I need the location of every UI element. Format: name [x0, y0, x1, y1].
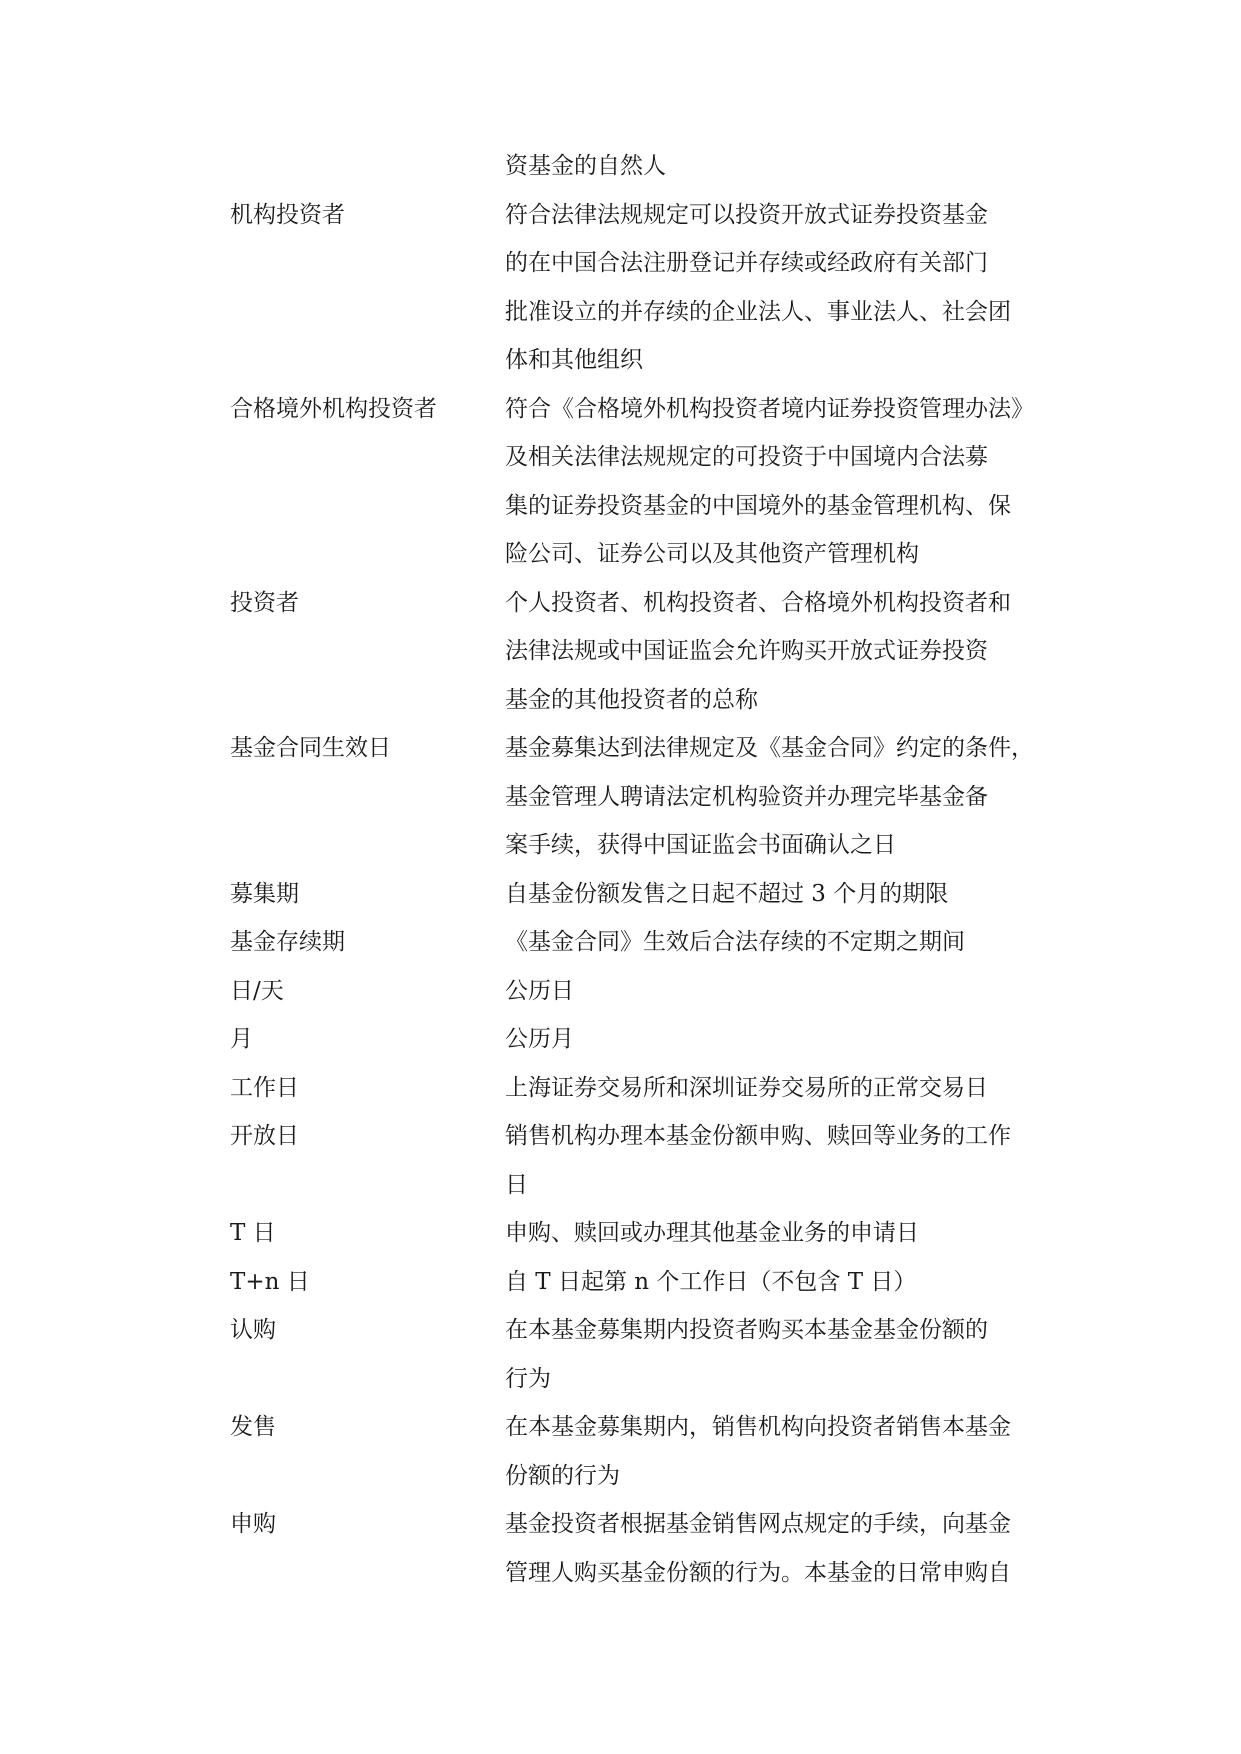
definition-row — [230, 1209, 1060, 1258]
definition-term: 投资者 — [230, 589, 299, 616]
definition-row — [230, 191, 1060, 385]
definition-row — [230, 918, 1060, 967]
definition-term: 认购 — [230, 1317, 276, 1343]
definition-description — [505, 1112, 1060, 1209]
definition-description — [505, 1064, 1060, 1113]
definition-line: 上海证券交易所和深圳证券交易所的正常交易日 — [505, 1074, 988, 1101]
definition-description — [505, 1209, 1060, 1258]
definition-row — [230, 1064, 1060, 1113]
definition-row — [230, 967, 1060, 1016]
definition-line: 法律法规或中国证监会允许购买开放式证券投资 — [505, 638, 988, 664]
definition-term: 申购 — [230, 1511, 276, 1537]
definition-term: 工作日 — [230, 1074, 299, 1101]
definition-line: 《基金合同》生效后合法存续的不定期之期间 — [505, 929, 965, 955]
definition-line: 符合法律法规规定可以投资开放式证券投资基金 — [505, 201, 988, 228]
definition-description — [505, 142, 1060, 191]
definition-term: 基金合同生效日 — [230, 735, 391, 761]
definition-description — [505, 1258, 1060, 1307]
definition-row — [230, 1500, 1060, 1597]
definition-term: 月 — [230, 1026, 253, 1052]
definition-term: 基金存续期 — [230, 929, 345, 955]
definition-term: T 日 — [230, 1220, 276, 1246]
definition-description — [505, 579, 1060, 725]
definition-term: 机构投资者 — [230, 201, 345, 228]
definition-description — [505, 918, 1060, 967]
definition-line: 基金募集达到法律规定及《基金合同》约定的条件， — [505, 735, 1034, 761]
definition-line: 险公司、证券公司以及其他资产管理机构 — [505, 541, 919, 567]
definition-line: 自基金份额发售之日起不超过 3 个月的期限 — [505, 880, 949, 907]
definition-description — [505, 1500, 1060, 1597]
definition-row — [230, 1112, 1060, 1209]
definition-line: 集的证券投资基金的中国境外的基金管理机构、保 — [505, 492, 1011, 519]
definition-row — [230, 385, 1060, 579]
definition-line: 在本基金募集期内投资者购买本基金基金份额的 — [505, 1317, 988, 1343]
definition-line: 体和其他组织 — [505, 347, 643, 373]
definition-row — [230, 142, 1060, 191]
definition-term: 开放日 — [230, 1123, 299, 1149]
definition-term: 发售 — [230, 1414, 276, 1440]
definition-row — [230, 1403, 1060, 1500]
definition-row — [230, 1015, 1060, 1064]
definition-line: 符合《合格境外机构投资者境内证券投资管理办法》 — [505, 395, 1034, 422]
definition-description — [505, 1403, 1060, 1500]
definition-row — [230, 1258, 1060, 1307]
definition-row — [230, 724, 1060, 870]
definition-line: 公历日 — [505, 977, 574, 1004]
definition-line: 案手续，获得中国证监会书面确认之日 — [505, 832, 896, 858]
definition-line: 在本基金募集期内，销售机构向投资者销售本基金 — [505, 1414, 1011, 1440]
definition-description — [505, 1015, 1060, 1064]
definition-description — [505, 385, 1060, 579]
definition-line: 的在中国合法注册登记并存续或经政府有关部门 — [505, 250, 988, 276]
definition-row — [230, 870, 1060, 919]
definition-term: 募集期 — [230, 880, 299, 907]
definition-line: 基金管理人聘请法定机构验资并办理完毕基金备 — [505, 783, 988, 810]
definition-line: 公历月 — [505, 1026, 574, 1052]
definition-line: 基金投资者根据基金销售网点规定的手续，向基金 — [505, 1511, 1011, 1537]
definition-line: 份额的行为 — [505, 1462, 620, 1489]
definition-line: 行为 — [505, 1365, 551, 1392]
definitions-list — [230, 142, 1060, 1597]
definition-line: 申购、赎回或办理其他基金业务的申请日 — [505, 1220, 919, 1246]
definition-line: 个人投资者、机构投资者、合格境外机构投资者和 — [505, 589, 1011, 616]
definition-term: 合格境外机构投资者 — [230, 395, 437, 422]
definition-line: 批准设立的并存续的企业法人、事业法人、社会团 — [505, 298, 1011, 325]
definition-description — [505, 870, 1060, 919]
definition-line: 基金的其他投资者的总称 — [505, 686, 758, 713]
definition-description — [505, 1306, 1060, 1403]
definition-row — [230, 579, 1060, 725]
definition-line: 管理人购买基金份额的行为。本基金的日常申购自 — [505, 1559, 1011, 1586]
definition-row — [230, 1306, 1060, 1403]
definition-description — [505, 967, 1060, 1016]
definition-line: 资基金的自然人 — [505, 153, 666, 179]
definition-description — [505, 191, 1060, 385]
definition-line: 及相关法律法规规定的可投资于中国境内合法募 — [505, 444, 988, 470]
definition-line: 自 T 日起第 n 个工作日（不包含 T 日） — [505, 1268, 917, 1295]
definition-term: 日/天 — [230, 977, 284, 1004]
definition-line: 销售机构办理本基金份额申购、赎回等业务的工作 — [505, 1123, 1011, 1149]
definition-line: 日 — [505, 1171, 528, 1198]
definition-term: T+n 日 — [230, 1268, 310, 1295]
definition-description — [505, 724, 1060, 870]
